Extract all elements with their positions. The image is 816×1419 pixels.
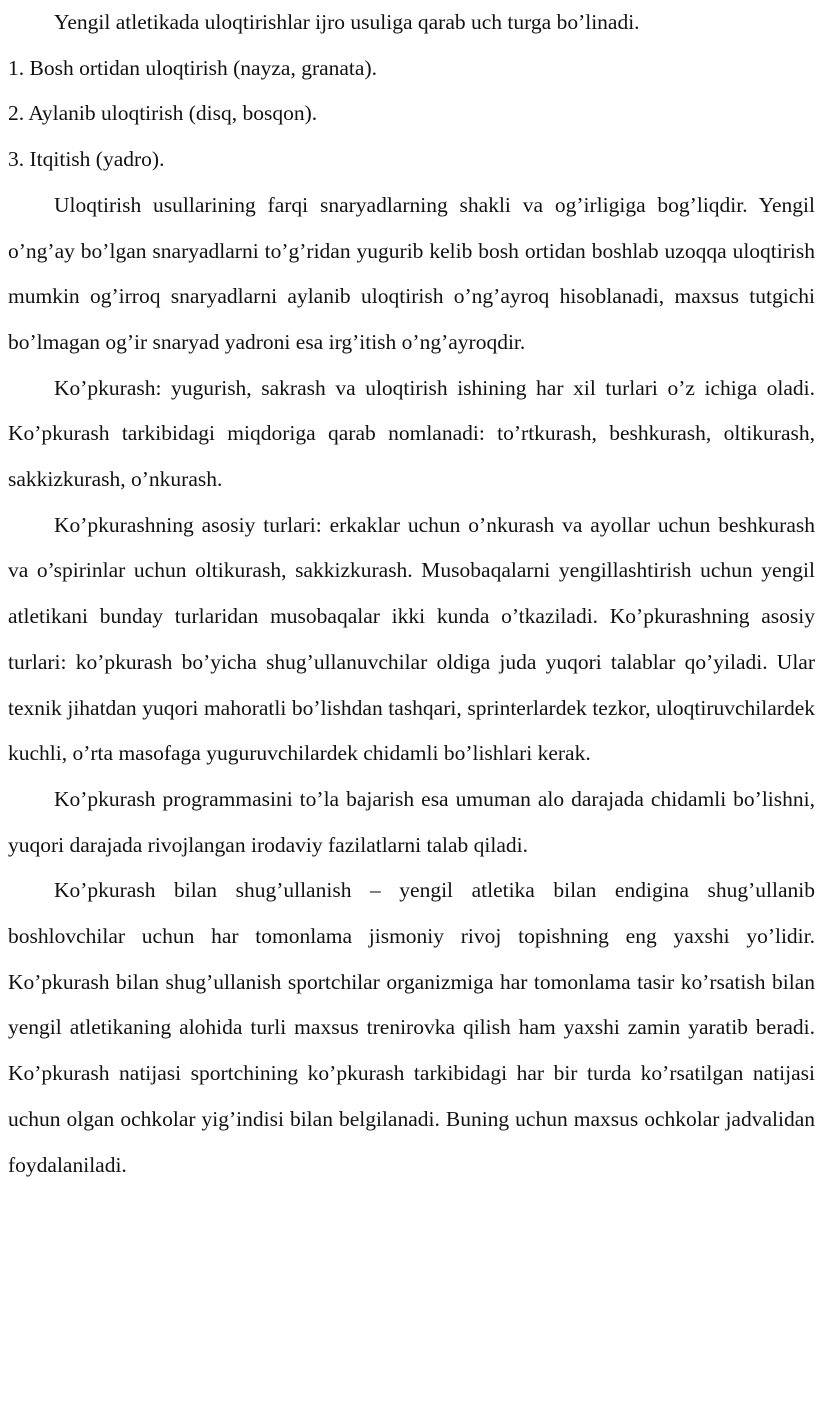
- paragraph-combined-events: Ko’pkurash: yugurish, sakrash va uloqtirish ishining har xil turlari o’z ichiga oladi. Ko’pkurash tarkibidagi miqdoriga qarab nomlanadi: to’rtkurash, beshkurash, oltikurash, sakkizkurash, o’nkurash.: [8, 375, 815, 492]
- intro-paragraph: Yengil atletikada uloqtirishlar ijro usuliga qarab uch turga bo’linadi.: [54, 10, 640, 34]
- list-item-rotational-throw: 2. Aylanib uloqtirish (disq, bosqon).: [8, 101, 318, 126]
- paragraph-program-requirements: Ko’pkurash programmasini to’la bajarish esa umuman alo darajada chidamli bo’lishni, yuqori darajada rivojlangan irodaviy fazilatlarni talab qiladi.: [8, 786, 815, 857]
- paragraph-training-benefits: Ko’pkurash bilan shug’ullanish – yengil atletika bilan endigina shug’ullanib boshlovchilar uchun har tomonlama jismoniy rivoj topishning eng yaxshi yo’lidir. Ko’pkurash bilan shug’ullanish sportchilar organizmiga har tomonlama tasir ko’rsatish bilan yengil atletikaning alohida turli maxsus trenirovka qilish ham yaxshi zamin yaratib beradi. Ko’pkurash natijasi sportchining ko’pkurash tarkibidagi har bir turda ko’rsatilgan natijasi uchun olgan ochkolar yig’indisi bilan belgilanadi. Buning uchun maxsus ochkolar jadvalidan foydalaniladi.: [8, 878, 815, 1177]
- list-item-overhead-throw: 1. Bosh ortidan uloqtirish (nayza, granata).: [8, 55, 377, 80]
- list-item-shot-put: 3. Itqitish (yadro).: [8, 147, 165, 172]
- paragraph-main-types: Ko’pkurashning asosiy turlari: erkaklar uchun o’nkurash va ayollar uchun beshkurash va o’spirinlar uchun oltikurash, sakkizkurash. Musobaqalarni yengillashtirish uchun yengil atletikani bunday turlaridan musobaqalar ikki kunda o’tkaziladi. Ko’pkurashning asosiy turlari: ko’pkurash bo’yicha shug’ullanuvchilar oldiga juda yuqori talablar qo’yiladi. Ular texnik jihatdan yuqori mahoratli bo’lishdan tashqari, sprinterlardek tezkor, uloqtiruvchilardek kuchli, o’rta masofaga yuguruvchilardek chidamli bo’lishlari kerak.: [8, 512, 815, 766]
- paragraph-throwing-differences: Uloqtirish usullarining farqi snaryadlarning shakli va og’irligiga bog’liqdir. Yengil o’ng’ay bo’lgan snaryadlarni to’g’ridan yugurib kelib bosh ortidan boshlab uzoqqa uloqtirish mumkin og’irroq snaryadlarni aylanib uloqtirish o’ng’ayroq hisoblanadi, maxsus tutgichi bo’lmagan og’ir snaryad yadroni esa irg’itish o’ng’ayroqdir.: [8, 192, 815, 354]
- document-page: [8, 0, 815, 1188]
